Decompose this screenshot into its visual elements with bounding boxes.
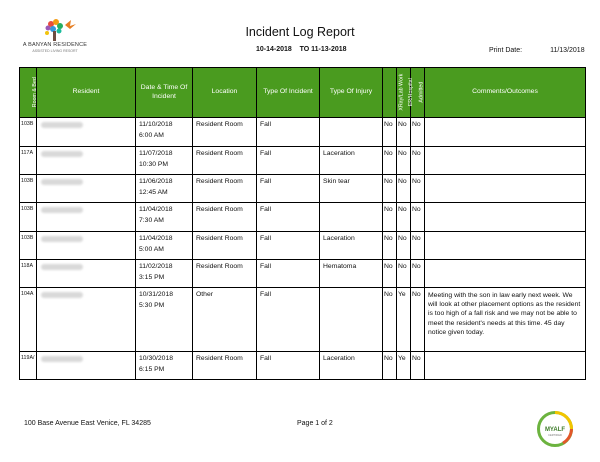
cell-location: Resident Room [193, 118, 257, 147]
incident-table [19, 67, 586, 380]
cell-incident: Fall [257, 232, 320, 260]
table-row [20, 260, 586, 288]
cell-incident: Fall [257, 203, 320, 232]
report-title: Incident Log Report [245, 25, 355, 39]
cell-datetime: 10/31/2018 5:30 PM [136, 288, 193, 352]
cell-datetime: 11/07/2018 10:30 PM [136, 147, 193, 175]
badge-brand: MYALF [544, 427, 566, 433]
cell-datetime: 10/30/2018 6:15 PM [136, 352, 193, 380]
cell-injury [320, 203, 383, 232]
cell-resident-redacted [37, 118, 136, 147]
cell-er: Ye [397, 352, 411, 380]
cell-xray: No [383, 118, 397, 147]
table-row [20, 175, 586, 203]
cell-datetime: 11/10/2018 6:00 AM [136, 118, 193, 147]
logo-tagline: ASSISTED LIVING RESORT [32, 49, 78, 53]
cell-datetime: 11/06/2018 12:45 AM [136, 175, 193, 203]
date-from: 10-14-2018 [256, 46, 292, 53]
cell-location: Resident Room [193, 260, 257, 288]
header-er: ER/Hospital [397, 68, 411, 118]
cell-resident-redacted [37, 203, 136, 232]
cell-datetime: 11/04/2018 5:00 AM [136, 232, 193, 260]
footer-address: 100 Base Avenue East Venice, FL 34285 [24, 420, 151, 427]
cell-comments [425, 118, 586, 147]
cell-admitted: No [411, 232, 425, 260]
cell-location: Resident Room [193, 203, 257, 232]
table-row [20, 118, 586, 147]
cell-datetime: 11/04/2018 7:30 AM [136, 203, 193, 232]
table-row [20, 352, 586, 380]
cell-injury: Laceration [320, 232, 383, 260]
cell-xray: No [383, 203, 397, 232]
cell-admitted: No [411, 288, 425, 352]
cell-resident-redacted [37, 175, 136, 203]
cell-comments [425, 352, 586, 380]
cell-admitted: No [411, 118, 425, 147]
cell-admitted: No [411, 203, 425, 232]
cell-resident-redacted [37, 352, 136, 380]
cell-room: 119A/ [20, 352, 37, 380]
header-room: Room & Bed [20, 68, 37, 118]
cell-er: No [397, 203, 411, 232]
cell-xray: No [383, 232, 397, 260]
cell-resident-redacted [37, 232, 136, 260]
header-admitted: Admitted [411, 68, 425, 118]
cell-admitted: No [411, 175, 425, 203]
cell-er: No [397, 175, 411, 203]
cell-admitted: No [411, 260, 425, 288]
cell-admitted: No [411, 352, 425, 380]
cell-er: No [397, 232, 411, 260]
header-resident: Resident [37, 68, 136, 118]
cell-comments [425, 147, 586, 175]
cell-resident-redacted [37, 288, 136, 352]
table-row [20, 203, 586, 232]
header-xray: XRay/Lab Work [383, 68, 397, 118]
cell-xray: No [383, 260, 397, 288]
cell-comments: Meeting with the son in law early next week. We will look at other placement options as the resident is too high of a fall risk and we may not be able to meet the resident's needs at this time. 45 day notice given today. [425, 288, 586, 352]
logo-brand: A BANYAN RESIDENCE [22, 42, 88, 48]
cell-location: Other [193, 288, 257, 352]
header-comments: Comments/Outcomes [425, 68, 586, 118]
cell-injury [320, 118, 383, 147]
cell-room: 104A [20, 288, 37, 352]
myalf-badge-icon [536, 410, 574, 448]
header-location: Location [193, 68, 257, 118]
cell-location: Resident Room [193, 175, 257, 203]
cell-xray: No [383, 288, 397, 352]
cell-room: 118A [20, 260, 37, 288]
cell-datetime: 11/02/2018 3:15 PM [136, 260, 193, 288]
cell-resident-redacted [37, 147, 136, 175]
print-date-label: Print Date: [489, 47, 523, 54]
cell-incident: Fall [257, 147, 320, 175]
cell-incident: Fall [257, 352, 320, 380]
cell-resident-redacted [37, 260, 136, 288]
cell-xray: No [383, 352, 397, 380]
table-row [20, 232, 586, 260]
header-datetime: Date & Time Of Incident [136, 68, 193, 118]
cell-room: 103B [20, 203, 37, 232]
cell-incident: Fall [257, 288, 320, 352]
cell-injury: Hematoma [320, 260, 383, 288]
cell-xray: No [383, 147, 397, 175]
cell-injury: Laceration [320, 147, 383, 175]
date-range [256, 46, 347, 53]
date-to: 11-13-2018 [311, 46, 347, 53]
print-date-value: 11/13/2018 [550, 47, 585, 54]
cell-room: 103B [20, 232, 37, 260]
table-row [20, 288, 586, 352]
cell-injury: Laceration [320, 352, 383, 380]
badge-sub: CERTIFIED [548, 434, 562, 437]
cell-room: 103B [20, 118, 37, 147]
cell-incident: Fall [257, 260, 320, 288]
cell-er: No [397, 147, 411, 175]
cell-incident: Fall [257, 175, 320, 203]
cell-comments [425, 232, 586, 260]
footer-page-number: Page 1 of 2 [297, 420, 333, 427]
cell-injury [320, 288, 383, 352]
cell-comments [425, 175, 586, 203]
cell-room: 117A [20, 147, 37, 175]
cell-er: No [397, 118, 411, 147]
cell-incident: Fall [257, 118, 320, 147]
print-date [489, 47, 585, 54]
cell-er: No [397, 260, 411, 288]
cell-admitted: No [411, 147, 425, 175]
cell-comments [425, 260, 586, 288]
cell-location: Resident Room [193, 232, 257, 260]
header-type-incident: Type Of Incident [257, 68, 320, 118]
cell-xray: No [383, 175, 397, 203]
date-to-label: TO [299, 46, 310, 53]
table-header [20, 68, 586, 118]
table-row [20, 147, 586, 175]
cell-room: 103B [20, 175, 37, 203]
cell-location: Resident Room [193, 352, 257, 380]
cell-comments [425, 203, 586, 232]
header-type-injury: Type Of Injury [320, 68, 383, 118]
cell-injury: Skin tear [320, 175, 383, 203]
cell-location: Resident Room [193, 147, 257, 175]
cell-er: Ye [397, 288, 411, 352]
